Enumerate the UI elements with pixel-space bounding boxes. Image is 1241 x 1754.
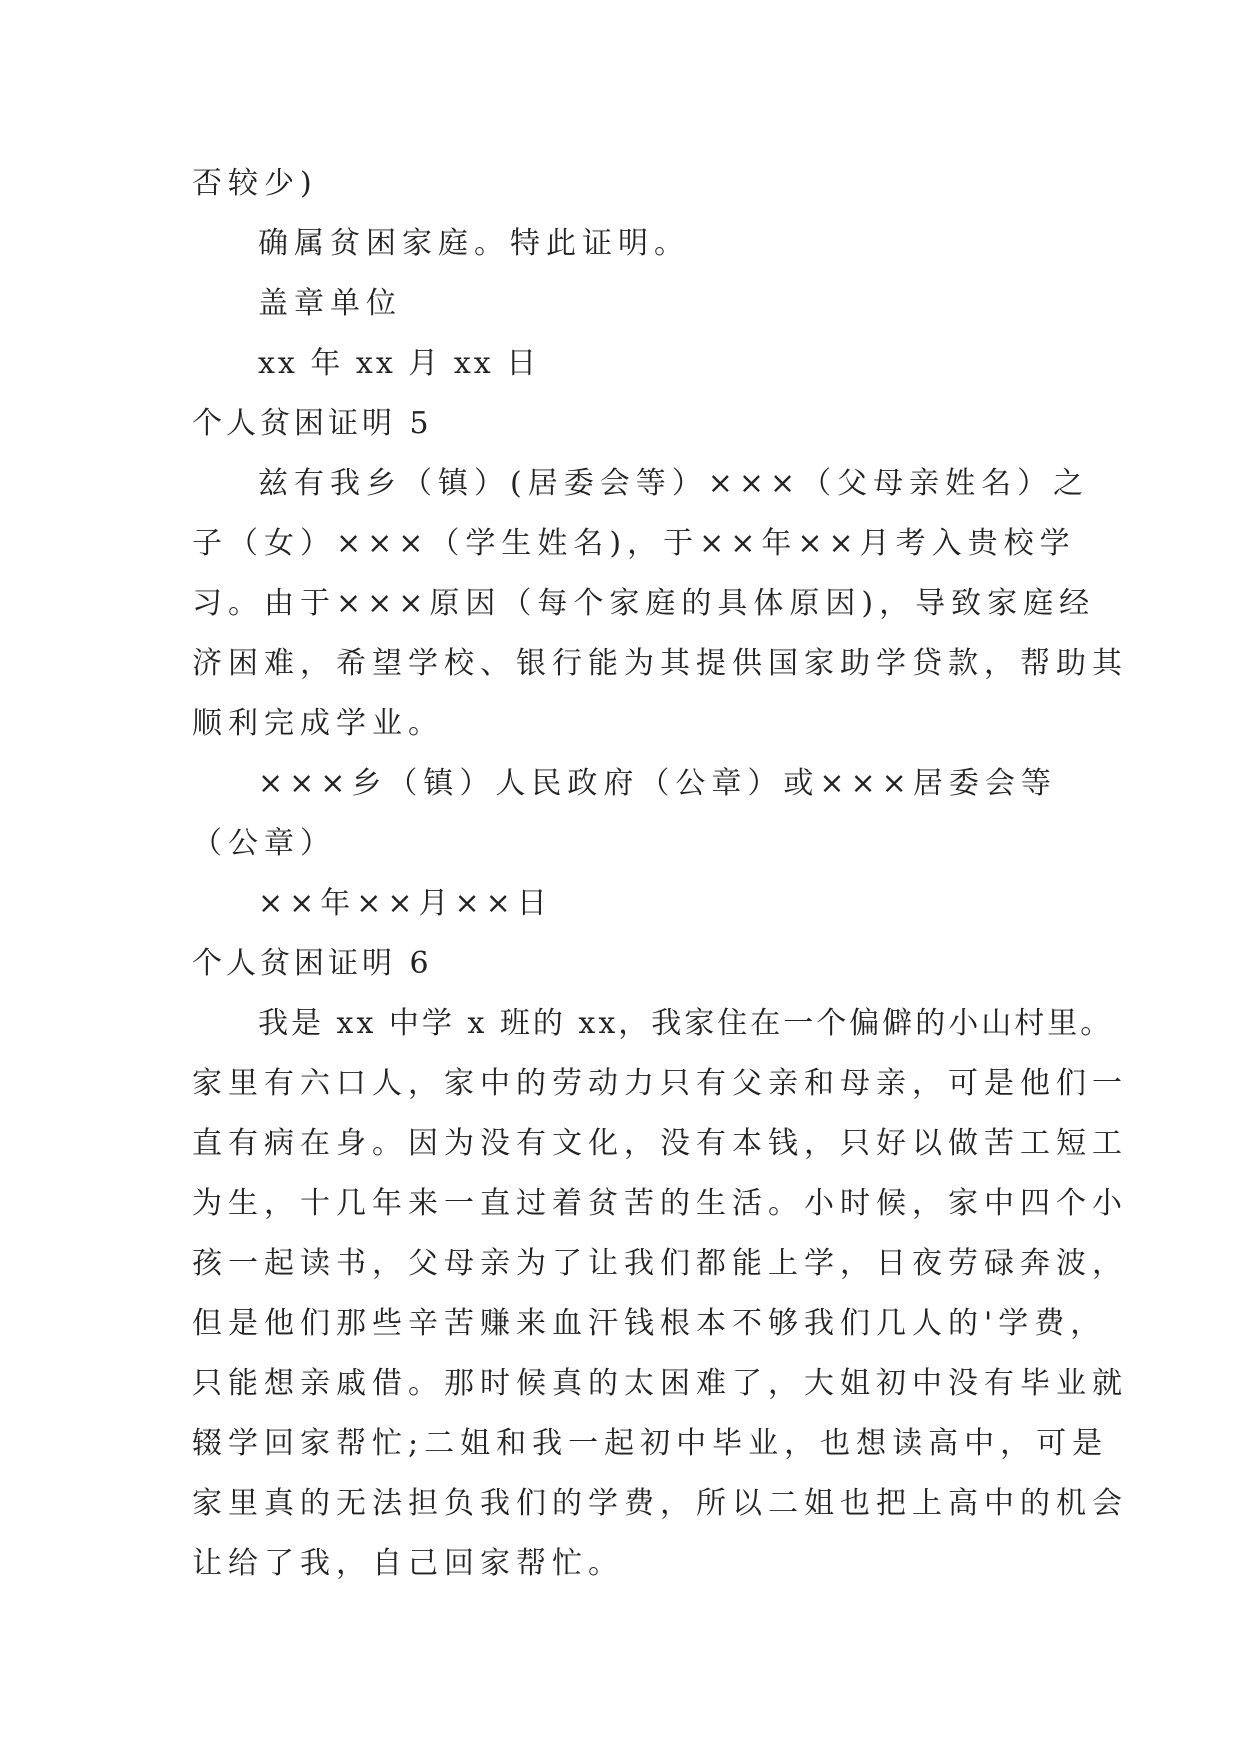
paragraph-line: 辍学回家帮忙;二姐和我一起初中毕业，也想读高中，可是 [192, 1426, 1109, 1461]
date-line: xx 年 xx 月 xx 日 [258, 346, 540, 381]
paragraph-line: 济困难，希望学校、银行能为其提供国家助学贷款，帮助其 [192, 646, 1128, 681]
paragraph-line: 子（女）×××（学生姓名)，于××年××月考入贵校学 [192, 526, 1076, 561]
seal-line: （公章） [192, 826, 336, 861]
paragraph-line: 家里真的无法担负我们的学费，所以二姐也把上高中的机会 [192, 1486, 1128, 1521]
section-heading: 个人贫困证明 6 [192, 946, 433, 981]
paragraph-line: 确属贫困家庭。特此证明。 [258, 226, 690, 261]
seal-unit-line: 盖章单位 [258, 286, 402, 321]
section-heading: 个人贫困证明 5 [192, 406, 433, 441]
paragraph-line: 但是他们那些辛苦赚来血汗钱根本不够我们几人的'学费， [192, 1306, 1107, 1341]
paragraph-line: 我是 xx 中学 x 班的 xx，我家住在一个偏僻的小山村里。 [258, 1006, 1114, 1041]
paragraph-line: 顺利完成学业。 [192, 706, 444, 741]
paragraph-line: 直有病在身。因为没有文化，没有本钱，只好以做苦工短工 [192, 1126, 1128, 1161]
document-body [192, 154, 1128, 1594]
paragraph-line: 家里有六口人，家中的劳动力只有父亲和母亲，可是他们一 [192, 1066, 1128, 1101]
date-line: ××年××月××日 [258, 886, 553, 921]
paragraph-line: 只能想亲戚借。那时候真的太困难了，大姐初中没有毕业就 [192, 1366, 1128, 1401]
paragraph-line: 让给了我，自己回家帮忙。 [192, 1546, 624, 1581]
paragraph-line: 兹有我乡（镇）(居委会等）×××（父母亲姓名）之 [258, 466, 1090, 501]
paragraph-line: 习。由于×××原因（每个家庭的具体原因)，导致家庭经 [192, 586, 1096, 621]
paragraph-line: 为生，十几年来一直过着贫苦的生活。小时候，家中四个小 [192, 1186, 1128, 1221]
paragraph-line: 否较少) [192, 166, 318, 201]
seal-line: ×××乡（镇）人民政府（公章）或×××居委会等 [258, 766, 1057, 801]
paragraph-line: 孩一起读书，父母亲为了让我们都能上学，日夜劳碌奔波， [192, 1246, 1128, 1281]
